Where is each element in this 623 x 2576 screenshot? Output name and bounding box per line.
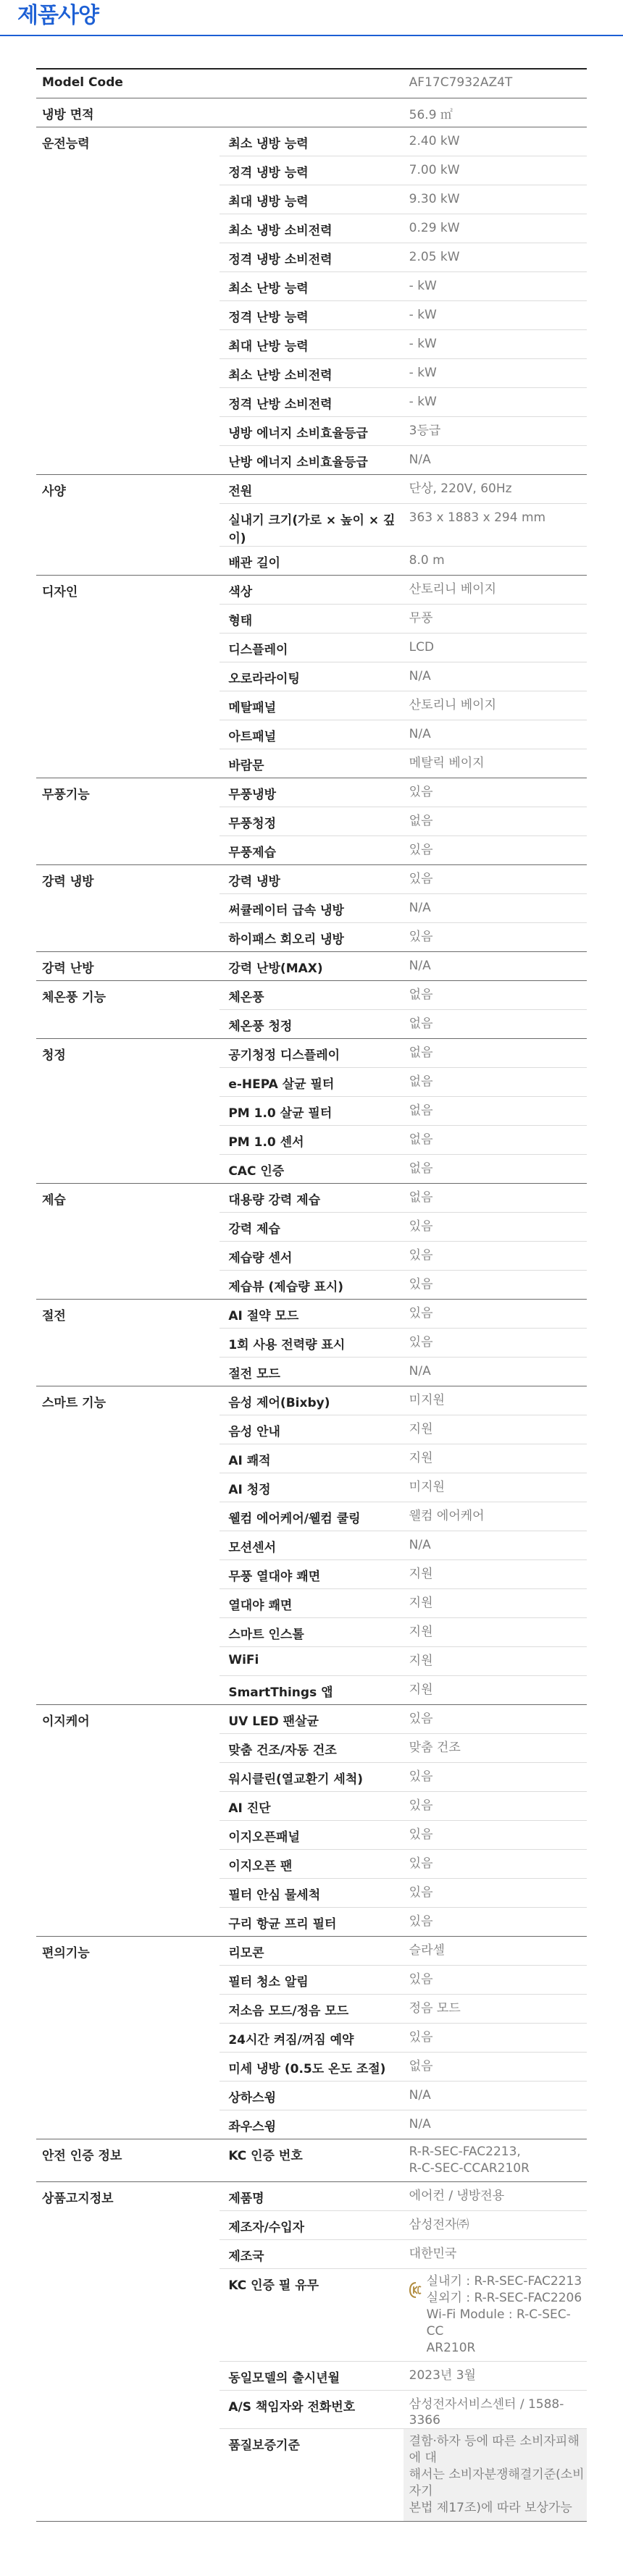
spec-value: 맞춤 건조 <box>404 1733 587 1762</box>
model-code-label: Model Code <box>36 69 404 98</box>
spec-label: 공기청정 디스플레이 <box>219 1038 403 1067</box>
category-label: 사양 <box>36 474 219 575</box>
spec-row <box>36 864 587 893</box>
spec-row <box>36 1038 587 1067</box>
spec-label: 전원 <box>219 474 403 503</box>
spec-label: AI 청정 <box>219 1473 403 1502</box>
spec-value: N/A <box>404 445 587 474</box>
spec-label: AI 쾌적 <box>219 1444 403 1473</box>
spec-value: 없음 <box>404 980 587 1009</box>
spec-value: 없음 <box>404 1038 587 1067</box>
spec-value: 지원 <box>404 1646 587 1675</box>
spec-label: PM 1.0 센서 <box>219 1125 403 1154</box>
spec-label: 리모콘 <box>219 1936 403 1965</box>
spec-label: 오로라라이팅 <box>219 662 403 691</box>
kc-cert-line: Wi-Fi Module : R-C-SEC-CC <box>426 2307 571 2339</box>
spec-value: 9.30 kW <box>404 185 587 214</box>
kc-number-label: KC 인증 번호 <box>219 2139 403 2181</box>
spec-label: 바람문 <box>219 749 403 778</box>
spec-value: 슬라셀 <box>404 1936 587 1965</box>
spec-label: 체온풍 <box>219 980 403 1009</box>
spec-label: 제조자/수입자 <box>219 2210 403 2239</box>
spec-label: UV LED 팬살균 <box>219 1704 403 1733</box>
spec-row <box>36 127 587 156</box>
spec-value: N/A <box>404 951 587 980</box>
safety-cert-row <box>36 2139 587 2181</box>
spec-value: 0.29 kW <box>404 214 587 243</box>
spec-value: N/A <box>404 720 587 749</box>
spec-label: 정격 냉방 능력 <box>219 156 403 185</box>
spec-value: 있음 <box>404 1791 587 1820</box>
spec-value: 2.40 kW <box>404 127 587 156</box>
warranty-value <box>404 2428 587 2521</box>
spec-value: 있음 <box>404 1299 587 1328</box>
spec-label: 스마트 인스톨 <box>219 1617 403 1646</box>
spec-label: 배관 길이 <box>219 546 403 575</box>
spec-row <box>36 1936 587 1965</box>
spec-label: 24시간 켜짐/꺼짐 예약 <box>219 2023 403 2052</box>
spec-value: 삼성전자서비스센터 / 1588-3366 <box>404 2390 587 2428</box>
spec-value: LCD <box>404 633 587 662</box>
spec-value: 있음 <box>404 1878 587 1907</box>
spec-value: N/A <box>404 2110 587 2139</box>
spec-value: N/A <box>404 1357 587 1386</box>
category-label: 제습 <box>36 1183 219 1299</box>
spec-value: - kW <box>404 329 587 358</box>
spec-value: 단상, 220V, 60Hz <box>404 474 587 503</box>
spec-value: 있음 <box>404 1212 587 1241</box>
warranty-line: 결함·하자 등에 따른 소비자피해에 대 <box>409 2433 580 2465</box>
spec-value: 있음 <box>404 835 587 864</box>
spec-value: 미지원 <box>404 1473 587 1502</box>
spec-label: 무풍냉방 <box>219 778 403 807</box>
spec-value: 없음 <box>404 1183 587 1212</box>
spec-row <box>36 2181 587 2210</box>
spec-label: 음성 안내 <box>219 1415 403 1444</box>
spec-label: 정격 난방 소비전력 <box>219 387 403 416</box>
spec-value: 있음 <box>404 1762 587 1791</box>
spec-label: A/S 책임자와 전화번호 <box>219 2390 403 2428</box>
spec-value: 지원 <box>404 1617 587 1646</box>
warranty-line: 본법 제17조)에 따라 보상가능 <box>409 2500 572 2515</box>
spec-value: 있음 <box>404 2023 587 2052</box>
category-label: 강력 냉방 <box>36 864 219 951</box>
spec-label: 메탈패널 <box>219 691 403 720</box>
spec-value: 없음 <box>404 1009 587 1038</box>
spec-label: 체온풍 청정 <box>219 1009 403 1038</box>
spec-value: - kW <box>404 387 587 416</box>
spec-label: 최대 냉방 능력 <box>219 185 403 214</box>
warranty-line: 해서는 소비자분쟁해결기준(소비자기 <box>409 2467 585 2499</box>
spec-value: 없음 <box>404 807 587 835</box>
spec-label: 디스플레이 <box>219 633 403 662</box>
category-label: 스마트 기능 <box>36 1386 219 1704</box>
spec-label: 저소음 모드/정음 모드 <box>219 1994 403 2023</box>
spec-value: 지원 <box>404 1588 587 1617</box>
spec-label: 제품명 <box>219 2181 403 2210</box>
spec-label: 무풍청정 <box>219 807 403 835</box>
spec-label: e-HEPA 살균 필터 <box>219 1067 403 1096</box>
spec-value: N/A <box>404 893 587 922</box>
spec-label: CAC 인증 <box>219 1154 403 1183</box>
spec-table <box>36 68 587 2522</box>
spec-row <box>36 1299 587 1328</box>
spec-label: AI 절약 모드 <box>219 1299 403 1328</box>
spec-value: 산토리니 베이지 <box>404 575 587 604</box>
category-label: 운전능력 <box>36 127 219 474</box>
category-label: 절전 <box>36 1299 219 1386</box>
spec-label: 모션센서 <box>219 1531 403 1560</box>
spec-label: 무풍제습 <box>219 835 403 864</box>
spec-label: 하이패스 회오리 냉방 <box>219 922 403 951</box>
spec-value: 무풍 <box>404 604 587 633</box>
model-code-row <box>36 69 587 98</box>
spec-label: 형태 <box>219 604 403 633</box>
spec-value: 363 x 1883 x 294 mm <box>404 503 587 546</box>
spec-label: 최소 난방 능력 <box>219 272 403 300</box>
spec-label: 상하스윙 <box>219 2081 403 2110</box>
spec-value: 있음 <box>404 1328 587 1357</box>
model-code-value: AF17C7932AZ4T <box>404 69 587 98</box>
category-label: 편의기능 <box>36 1936 219 2139</box>
category-label: 상품고지정보 <box>36 2181 219 2521</box>
spec-label: 구리 항균 프리 필터 <box>219 1907 403 1936</box>
spec-label: 이지오픈 팬 <box>219 1849 403 1878</box>
category-label: 체온풍 기능 <box>36 980 219 1038</box>
spec-label: 좌우스윙 <box>219 2110 403 2139</box>
cooling-area-label: 냉방 면적 <box>36 98 404 127</box>
category-label: 안전 인증 정보 <box>36 2139 219 2181</box>
spec-value: 없음 <box>404 1154 587 1183</box>
warranty-label: 품질보증기준 <box>219 2428 403 2521</box>
spec-value: 8.0 m <box>404 546 587 575</box>
spec-row <box>36 951 587 980</box>
kc-cert-label: KC 인증 필 유무 <box>219 2268 403 2361</box>
category-label: 이지케어 <box>36 1704 219 1936</box>
spec-label: 난방 에너지 소비효율등급 <box>219 445 403 474</box>
spec-label: 아트패널 <box>219 720 403 749</box>
spec-label: 강력 냉방 <box>219 864 403 893</box>
category-label: 강력 난방 <box>36 951 219 980</box>
spec-label: 워시클린(열교환기 세척) <box>219 1762 403 1791</box>
spec-value: 미지원 <box>404 1386 587 1415</box>
kc-cert-line: AR210R <box>426 2340 476 2355</box>
spec-label: 실내기 크기(가로 × 높이 × 깊이) <box>219 503 403 546</box>
spec-row <box>36 1704 587 1733</box>
spec-value: 3등급 <box>404 416 587 445</box>
spec-value: 웰컴 에어케어 <box>404 1502 587 1531</box>
kc-cert-line: 실외기 : R-R-SEC-FAC2206 <box>426 2290 582 2305</box>
top-bar <box>0 0 623 36</box>
spec-label: 무풍 열대야 쾌면 <box>219 1560 403 1588</box>
category-label: 디자인 <box>36 575 219 778</box>
spec-label: 제습량 센서 <box>219 1241 403 1270</box>
kc-number-value <box>404 2139 587 2181</box>
spec-label: 미세 냉방 (0.5도 온도 조절) <box>219 2052 403 2081</box>
spec-value: 정음 모드 <box>404 1994 587 2023</box>
spec-value: 있음 <box>404 1241 587 1270</box>
spec-value: 있음 <box>404 1820 587 1849</box>
spec-value: 없음 <box>404 2052 587 2081</box>
spec-value: 있음 <box>404 1965 587 1994</box>
spec-value: 없음 <box>404 1067 587 1096</box>
spec-label: 써큘레이터 급속 냉방 <box>219 893 403 922</box>
spec-label: AI 진단 <box>219 1791 403 1820</box>
spec-value: N/A <box>404 2081 587 2110</box>
category-label: 무풍기능 <box>36 778 219 864</box>
kc-cert-value <box>404 2268 587 2361</box>
spec-label: 최소 냉방 능력 <box>219 127 403 156</box>
spec-value: 지원 <box>404 1444 587 1473</box>
spec-row <box>36 778 587 807</box>
spec-label: 최소 냉방 소비전력 <box>219 214 403 243</box>
spec-label: 절전 모드 <box>219 1357 403 1386</box>
spec-value: 2023년 3월 <box>404 2361 587 2390</box>
spec-label: 웰컴 에어케어/웰컴 쿨링 <box>219 1502 403 1531</box>
spec-label: 대용량 강력 제습 <box>219 1183 403 1212</box>
spec-label: 강력 난방(MAX) <box>219 951 403 980</box>
spec-value: 있음 <box>404 1907 587 1936</box>
spec-value: 있음 <box>404 864 587 893</box>
spec-value: 지원 <box>404 1560 587 1588</box>
page-title: 제품사양 <box>17 3 99 28</box>
spec-label: 동일모델의 출시년월 <box>219 2361 403 2390</box>
spec-label: 최대 난방 능력 <box>219 329 403 358</box>
spec-label: 음성 제어(Bixby) <box>219 1386 403 1415</box>
cooling-area-value: 56.9 ㎡ <box>404 98 587 127</box>
spec-value: N/A <box>404 1531 587 1560</box>
spec-value: 있음 <box>404 1704 587 1733</box>
spec-label: 정격 냉방 소비전력 <box>219 243 403 272</box>
spec-label: 강력 제습 <box>219 1212 403 1241</box>
spec-value: 대한민국 <box>404 2239 587 2268</box>
kc-cert-line: 실내기 : R-R-SEC-FAC2213 <box>426 2273 582 2289</box>
spec-label: 색상 <box>219 575 403 604</box>
spec-row <box>36 474 587 503</box>
spec-value: 없음 <box>404 1125 587 1154</box>
spec-value: 2.05 kW <box>404 243 587 272</box>
kc-number-line: R-C-SEC-CCAR210R <box>409 2160 530 2176</box>
spec-value: 7.00 kW <box>404 156 587 185</box>
spec-value: 지원 <box>404 1415 587 1444</box>
cooling-area-row <box>36 98 587 127</box>
spec-label: 제습뷰 (제습량 표시) <box>219 1270 403 1299</box>
spec-label: 1회 사용 전력량 표시 <box>219 1328 403 1357</box>
spec-value: - kW <box>404 272 587 300</box>
spec-label: WiFi <box>219 1646 403 1675</box>
spec-value: 지원 <box>404 1675 587 1704</box>
spec-label: 맞춤 건조/자동 건조 <box>219 1733 403 1762</box>
spec-label: 최소 난방 소비전력 <box>219 358 403 387</box>
spec-value: 있음 <box>404 922 587 951</box>
spec-label: 이지오픈패널 <box>219 1820 403 1849</box>
spec-label: SmartThings 앱 <box>219 1675 403 1704</box>
spec-value: 삼성전자㈜ <box>404 2210 587 2239</box>
kc-mark-icon <box>409 2282 422 2298</box>
spec-row <box>36 980 587 1009</box>
spec-value: 산토리니 베이지 <box>404 691 587 720</box>
spec-label: 냉방 에너지 소비효율등급 <box>219 416 403 445</box>
spec-value: - kW <box>404 358 587 387</box>
spec-value: 있음 <box>404 1849 587 1878</box>
spec-label: 필터 안심 물세척 <box>219 1878 403 1907</box>
spec-value: 에어컨 / 냉방전용 <box>404 2181 587 2210</box>
spec-value: 없음 <box>404 1096 587 1125</box>
spec-row <box>36 1386 587 1415</box>
spec-value: 메탈릭 베이지 <box>404 749 587 778</box>
kc-number-line: R-R-SEC-FAC2213, <box>409 2144 521 2159</box>
spec-label: 정격 난방 능력 <box>219 300 403 329</box>
spec-row <box>36 1183 587 1212</box>
spec-row <box>36 575 587 604</box>
spec-value: N/A <box>404 662 587 691</box>
spec-label: 제조국 <box>219 2239 403 2268</box>
spec-value: 있음 <box>404 1270 587 1299</box>
category-label: 청정 <box>36 1038 219 1183</box>
spec-label: 필터 청소 알림 <box>219 1965 403 1994</box>
spec-label: PM 1.0 살균 필터 <box>219 1096 403 1125</box>
spec-value: - kW <box>404 300 587 329</box>
spec-label: 열대야 쾌면 <box>219 1588 403 1617</box>
spec-value: 있음 <box>404 778 587 807</box>
